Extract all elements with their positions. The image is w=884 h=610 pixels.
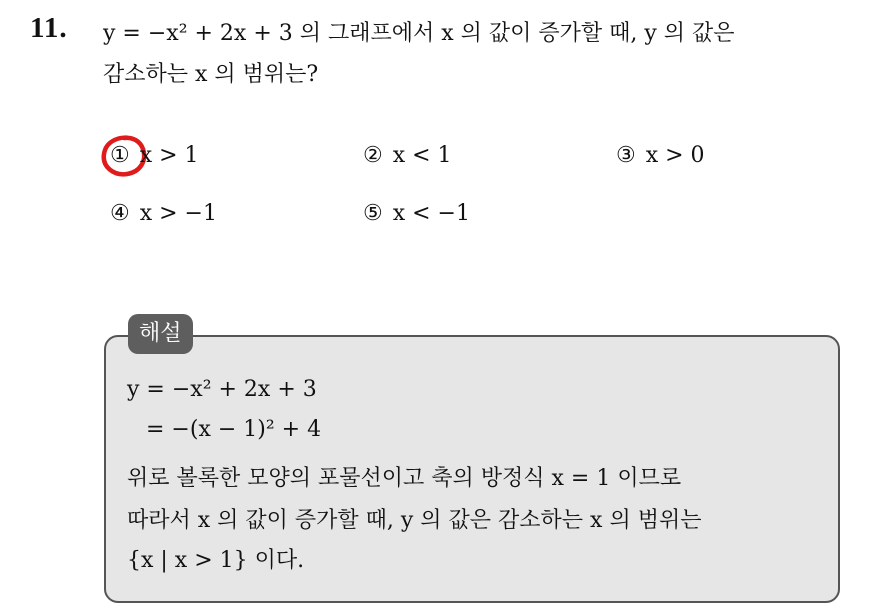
choice-2-text: x < 1 (392, 143, 452, 168)
choice-5-mark: ⑤ (363, 201, 383, 226)
solution-line-1: y = −x² + 2x + 3 (127, 377, 317, 402)
solution-line-2: = −(x − 1)² + 4 (146, 417, 322, 442)
question-text-line-1: y = −x² + 2x + 3 의 그래프에서 x 의 값이 증가할 때, y 의 값은 (103, 21, 735, 46)
solution-line-4: 따라서 x 의 값이 증가할 때, y 의 값은 감소하는 x 의 범위는 (127, 508, 702, 533)
choice-5-text: x < −1 (392, 201, 470, 226)
choice-4-mark: ④ (110, 201, 130, 226)
question-text-line-2: 감소하는 x 의 범위는? (103, 62, 319, 87)
solution-line-3: 위로 볼록한 모양의 포물선이고 축의 방정식 x = 1 이므로 (127, 466, 682, 491)
choice-1-mark: ① (110, 143, 130, 168)
choice-3[interactable] (616, 143, 705, 168)
choice-5[interactable] (363, 201, 470, 226)
choice-2-mark: ② (363, 143, 383, 168)
choice-3-mark: ③ (616, 143, 636, 168)
question-number: 11. (30, 12, 68, 44)
choice-4-text: x > −1 (139, 201, 217, 226)
choice-1-text: x > 1 (139, 143, 199, 168)
solution-tag: 해설 (128, 314, 193, 354)
choice-2[interactable] (363, 143, 452, 168)
choice-4[interactable] (110, 201, 217, 226)
choice-3-text: x > 0 (645, 143, 705, 168)
choice-1[interactable] (110, 143, 199, 168)
solution-line-5: {x | x > 1} 이다. (127, 548, 305, 573)
